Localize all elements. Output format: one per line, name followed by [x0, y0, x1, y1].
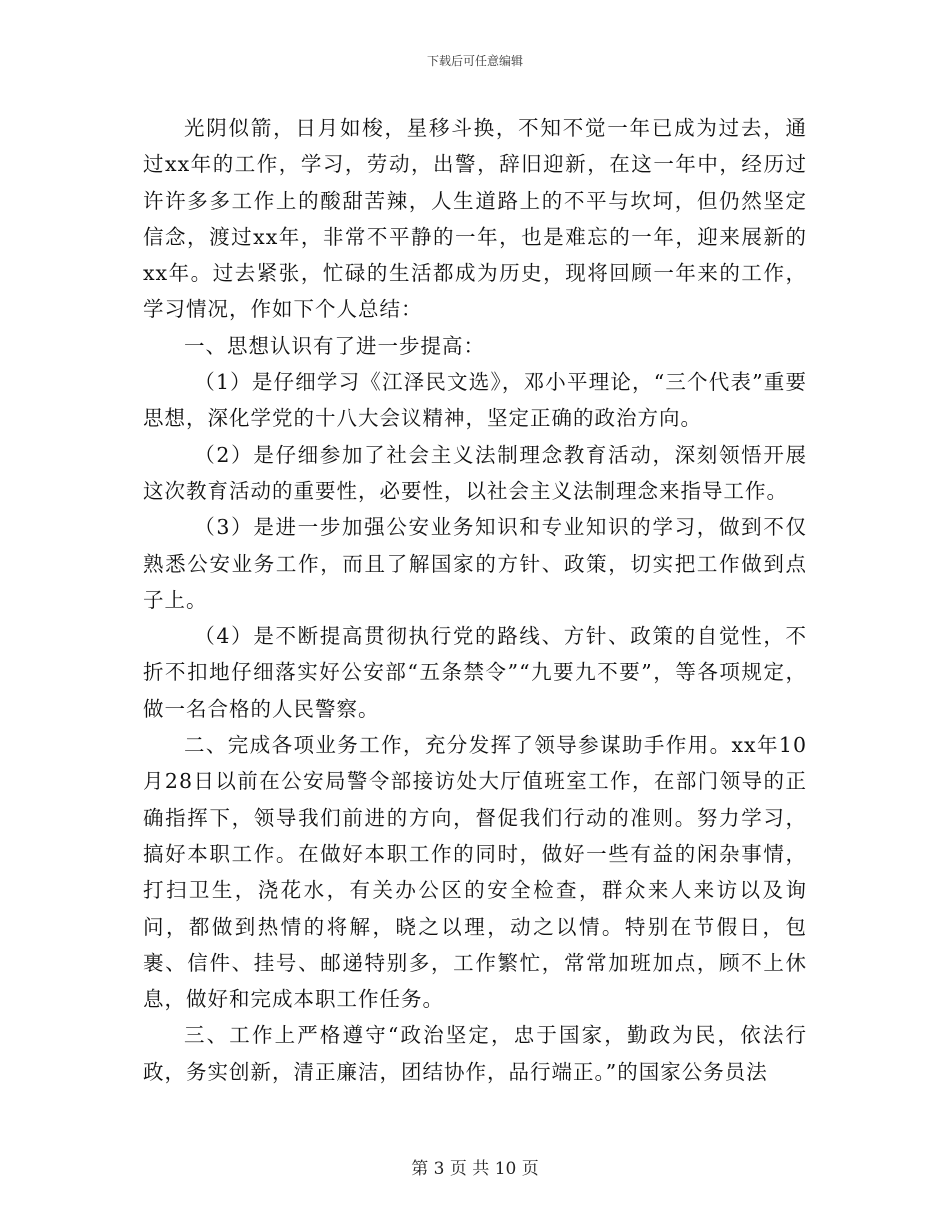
page-number-footer: 第 3 页 共 10 页 — [411, 1159, 539, 1179]
section-3-paragraph: 三、工作上严格遵守“政治坚定，忠于国家，勤政为民，依法行政，务实创新，清正廉洁，团结协作，品行端正。”的国家公务员法 — [143, 1023, 807, 1084]
section-heading-1: 一、思想认识有了进一步提高： — [184, 333, 485, 358]
list-item-2: （2）是仔细参加了社会主义法制理念教育活动，深刻领悟开展这次教育活动的重要性，必要性，以社会主义法制理念来指导工作。 — [143, 442, 807, 503]
intro-paragraph: 光阴似箭，日月如梭，星移斗换，不知不觉一年已成为过去，通过xx年的工作，学习，劳动，出警，辞旧迎新，在这一年中，经历过许许多多工作上的酸甜苦辣，人生道路上的不平与坎坷，但仍然坚定信念，渡过xx年，非常不平静的一年，也是难忘的一年，迎来展新的xx年。过去紧张，忙碌的生活都成为历史，现将回顾一年来的工作，学习情况，作如下个人总结： — [143, 116, 807, 322]
list-item-3: （3）是进一步加强公安业务知识和专业知识的学习，做到不仅熟悉公安业务工作，而且了解国家的方针、政策，切实把工作做到点子上。 — [143, 515, 807, 612]
document-body — [143, 110, 807, 1090]
section-2-paragraph: 二、完成各项业务工作，充分发挥了领导参谋助手作用。xx年10月28日以前在公安局警令部接访处大厅值班室工作，在部门领导的正确指挥下，领导我们前进的方向，督促我们行动的准则。努力学习，搞好本职工作。在做好本职工作的同时，做好一些有益的闲杂事情，打扫卫生，浇花水，有关办公区的安全检查，群众来人来访以及询问，都做到热情的将解，晓之以理，动之以情。特别在节假日，包裹、信件、挂号、邮递特别多，工作繁忙，常常加班加点，顾不上休息，做好和完成本职工作任务。 — [143, 733, 807, 1012]
list-item-4: （4）是不断提高贯彻执行党的路线、方针、政策的自觉性，不折不扣地仔细落实好公安部“五条禁令”“九要九不要”，等各项规定，做一名合格的人民警察。 — [143, 624, 807, 721]
page-header-note: 下载后可任意编辑 — [426, 54, 523, 68]
list-item-1: （1）是仔细学习《江泽民文选》，邓小平理论，“三个代表”重要思想，深化学党的十八大会议精神，坚定正确的政治方向。 — [143, 370, 807, 431]
